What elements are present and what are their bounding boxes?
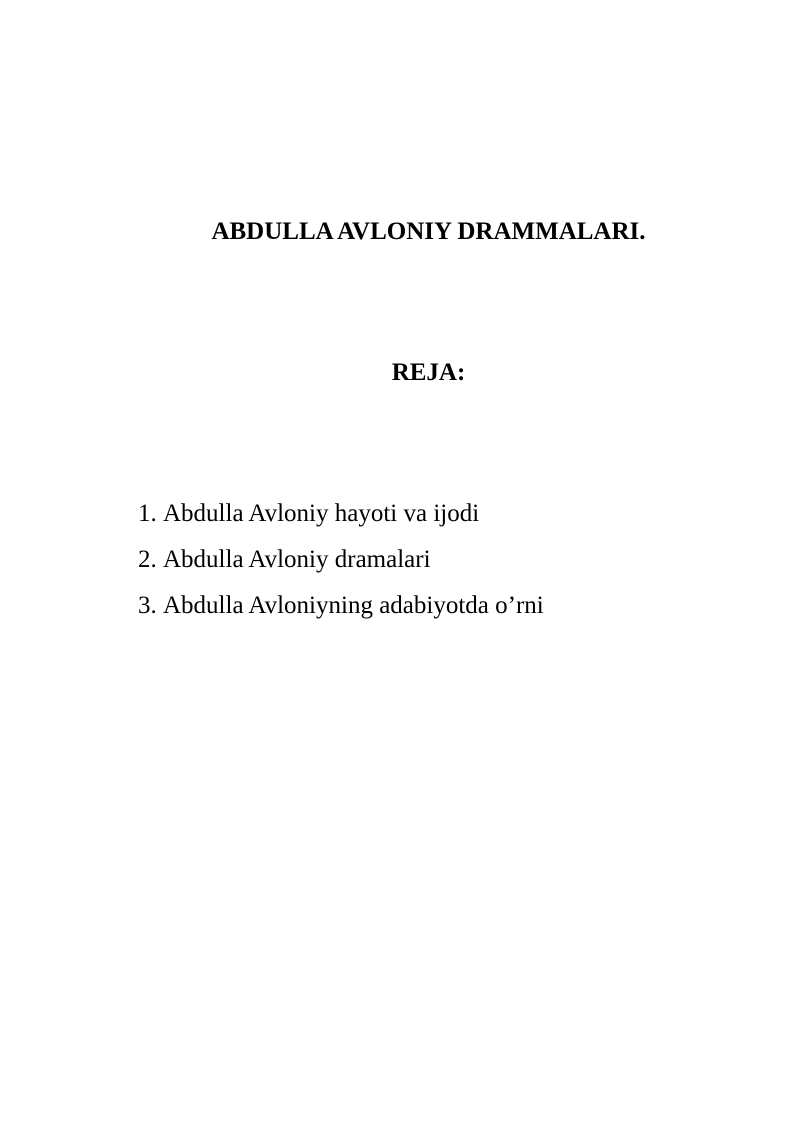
list-item-text: Abdulla Avloniy hayoti va ijodi bbox=[163, 500, 480, 527]
list-item-text: Abdulla Avloniy dramalari bbox=[163, 546, 431, 573]
list-item-number: 1. bbox=[138, 500, 157, 527]
plan-list bbox=[138, 491, 544, 629]
list-item bbox=[138, 537, 544, 583]
plan-heading: REJA: bbox=[391, 359, 466, 386]
list-item-text: Abdulla Avloniyning adabiyotda o’rni bbox=[163, 592, 544, 619]
list-item bbox=[138, 491, 544, 537]
document-title: ABDULLA AVLONIY DRAMMALARI. bbox=[211, 218, 646, 245]
list-item-number: 3. bbox=[138, 592, 157, 619]
list-item-number: 2. bbox=[138, 546, 157, 573]
list-item bbox=[138, 583, 544, 629]
